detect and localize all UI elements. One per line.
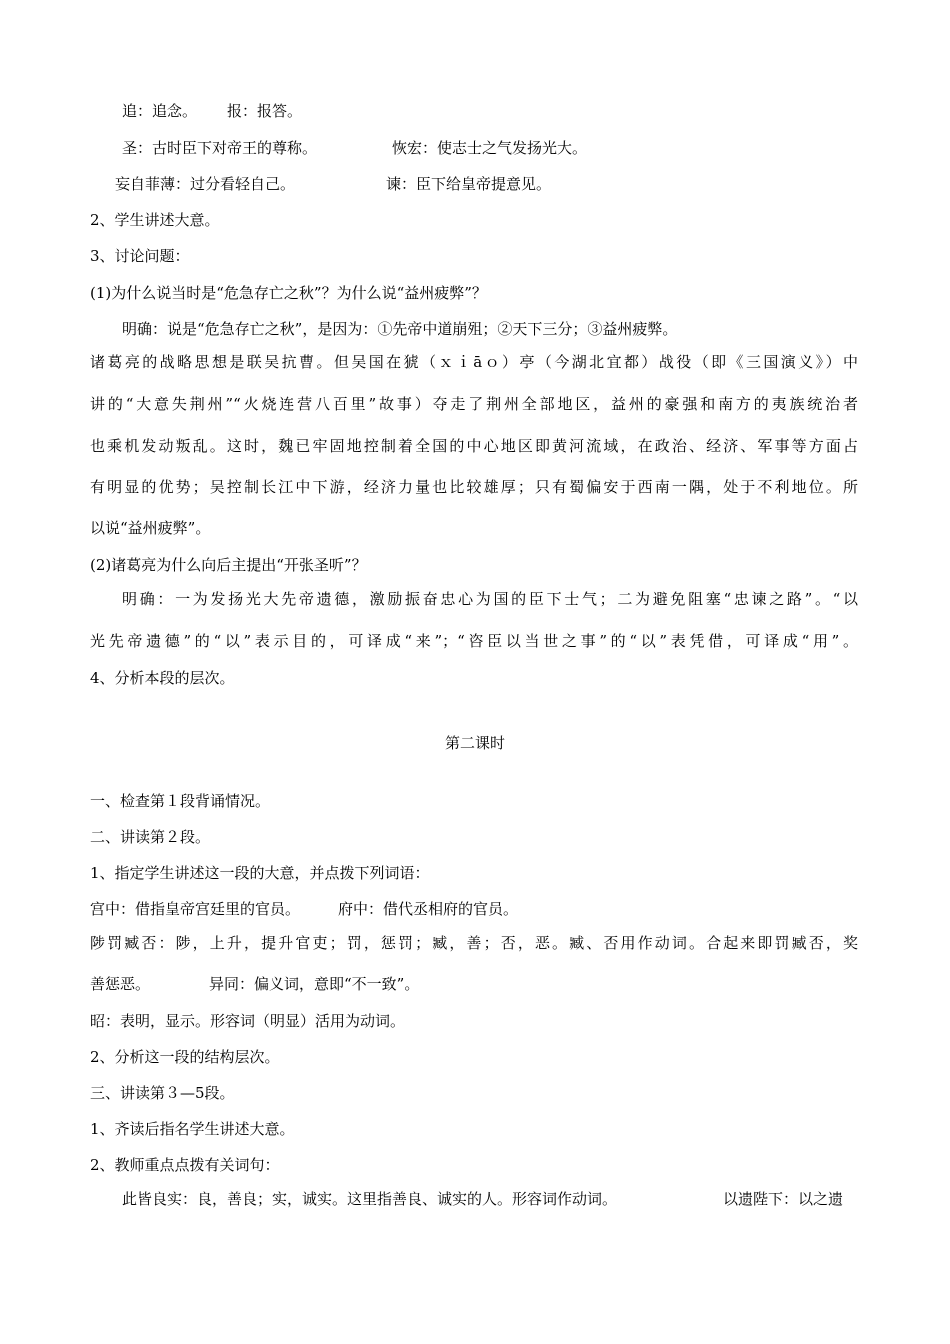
text-line: 讲的“大意失荆州”“火烧连营八百里”故事）夺走了荆州全部地区，益州的豪强和南方的夷族统治者: [90, 395, 858, 413]
text-line: 此皆良实：良，善良；实，诚实。这里指善良、诚实的人。形容词作动词。: [122, 1190, 618, 1208]
text-line: 圣：古时臣下对帝王的尊称。: [122, 139, 318, 157]
text-line: 府中：借代丞相府的官员。: [338, 900, 519, 918]
text-line: 1、指定学生讲述这一段的大意，并点拨下列词语：: [90, 864, 430, 882]
section-heading: 第二课时: [444, 734, 505, 752]
text-line: 3、讨论问题：: [90, 247, 190, 265]
text-line: 以说“益州疲弊”。: [90, 519, 211, 537]
text-line: 昭：表明，显示。形容词（明显）活用为动词。: [90, 1012, 406, 1030]
text-line: 2、分析这一段的结构层次。: [90, 1048, 280, 1066]
text-line: 也乘机发动叛乱。这时，魏已牢固地控制着全国的中心地区即黄河流域，在政治、经济、军事等方面占: [90, 437, 858, 455]
text-line: 恢宏：使志士之气发扬光大。: [392, 139, 588, 157]
text-line: 光先帝遗德”的“以”表示目的，可译成“来”；“咨臣以当世之事”的“以”表凭借，可译成“用”。: [90, 632, 858, 650]
text-line: 有明显的优势；吴控制长江中下游，经济力量也比较雄厚；只有蜀偏安于西南一隅，处于不利地位。所: [90, 478, 858, 496]
text-line: 以遗陛下：以之遗: [723, 1190, 844, 1208]
text-line: (1)为什么说当时是“危急存亡之秋”？为什么说“益州疲弊”？: [90, 284, 487, 302]
text-line: 4、分析本段的层次。: [90, 669, 235, 687]
text-line: 追：追念。: [122, 102, 198, 120]
text-line: 二、讲读第２段。: [90, 828, 211, 846]
text-line: 明确：一为发扬光大先帝遗德，激励振奋忠心为国的臣下士气；二为避免阻塞“忠谏之路”。“以: [122, 590, 858, 608]
text-line: 一、检查第１段背诵情况。: [90, 792, 271, 810]
text-line: 2、教师重点点拨有关词句：: [90, 1156, 280, 1174]
text-line: 三、讲读第３—5段。: [90, 1084, 235, 1102]
text-line: 宫中：借指皇帝宫廷里的官员。: [90, 900, 301, 918]
text-line: 明确：说是“危急存亡之秋”，是因为：①先帝中道崩殂；②天下三分；③益州疲弊。: [122, 320, 678, 338]
text-line: 1、齐读后指名学生讲述大意。: [90, 1120, 295, 1138]
text-line: 妄自菲薄：过分看轻自己。: [115, 175, 296, 193]
text-line: 善惩恶。: [90, 975, 151, 993]
text-line: 2、学生讲述大意。: [90, 211, 220, 229]
text-line: 报：报答。: [227, 102, 303, 120]
text-line: 诸葛亮的战略思想是联吴抗曹。但吴国在猇（ｘｉāｏ）亭（今湖北宜都）战役（即《三国演义》）中: [90, 353, 858, 371]
text-line: 陟罚臧否：陟，上升，提升官吏；罚，惩罚；臧，善；否，恶。臧、否用作动词。合起来即罚臧否，奖: [90, 934, 858, 952]
text-line: 谏：臣下给皇帝提意见。: [386, 175, 552, 193]
text-line: (2)诸葛亮为什么向后主提出“开张圣听”？: [90, 556, 367, 574]
text-line: 异同：偏义词，意即“不一致”。: [209, 975, 420, 993]
